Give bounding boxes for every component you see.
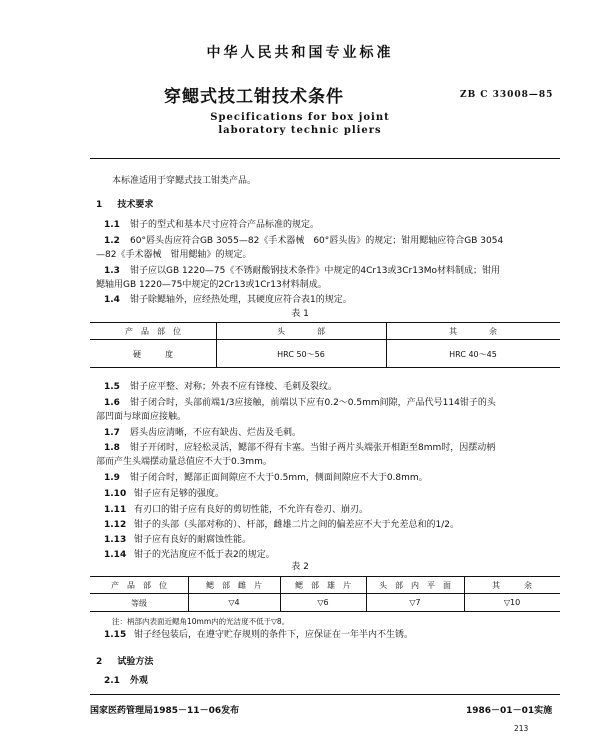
clause-1-6: 1.6 钳子闭合时，头部前端1/3应接触，前端以下应有0.2～0.5mm间隙，产品代号114钳子的头 xyxy=(104,398,496,408)
clause-1-8-cont: 部而产生头端摆动量总值应不大于0.3mm。 xyxy=(96,457,272,467)
clause-1-5: 1.5 钳子应平整、对称；外表不应有锋棱、毛刺及裂纹。 xyxy=(104,382,338,392)
table2-inner-grade: ▽7 xyxy=(409,598,421,607)
clause-1-1: 1.1 钳子的型式和基本尺寸应符合产品标准的规定。 xyxy=(104,220,320,230)
clause-1-13: 1.13 钳子应有良好的耐腐蚀性能。 xyxy=(104,535,252,545)
clause-1-14: 1.14 钳子的光洁度应不低于表2的规定。 xyxy=(104,550,275,560)
section2-number: 2 xyxy=(96,657,103,667)
clause-2-1: 2.1 外观 xyxy=(104,676,149,686)
clause-1-2: 1.2 60°唇头齿应符合GB 3055—82《手术器械 60°唇头齿》的规定；钳用鳃轴应符合GB 3054 xyxy=(104,236,504,246)
section2-title: 试验方法 xyxy=(117,657,154,667)
table2-header-inner: 头 部 内 平 面 xyxy=(379,581,451,590)
footer-rule xyxy=(90,694,560,695)
table1-header-head: 头 部 xyxy=(277,327,325,336)
scope-paragraph: 本标准适用于穿鳃式技工钳类产品。 xyxy=(112,176,257,186)
clause-1-6-cont: 部凹面与球面应接触。 xyxy=(96,412,187,422)
section1-title: 技术要求 xyxy=(117,200,154,210)
standard-code: ZB C 33008—85 xyxy=(460,90,554,100)
org-header: 中华人民共和国专业标准 xyxy=(206,45,394,61)
clause-1-3-cont: 鳃轴用GB 1220—75中规定的2Cr13或1Cr13材料制成。 xyxy=(96,280,327,290)
clause-1-12: 1.12 钳子的头部（头部对称的）、杆部，雌雄二片之间的偏差应不大于允差总和的1/2。 xyxy=(104,520,459,530)
clause-1-11: 1.11 有刃口的钳子应有良好的剪切性能，不允许有卷刃、崩刃。 xyxy=(104,505,369,515)
table2-header-male: 鳃 部 雄 片 xyxy=(295,581,351,590)
section2-heading xyxy=(96,655,153,669)
table1-caption: 表 1 xyxy=(291,309,309,319)
english-title-line2: laboratory technic pliers xyxy=(218,125,382,136)
table2-note: 注：柄部内表面近鳃角10mm内的光洁度不低于▽8。 xyxy=(112,617,290,626)
effective-date: 1986－01－01实施 xyxy=(466,706,553,716)
issuer-line: 国家医药管理局1985－11－06发布 xyxy=(90,706,240,716)
clause-1-7: 1.7 唇头齿应清晰，不应有缺齿、烂齿及毛刺。 xyxy=(104,428,302,438)
table1-header-part: 产 品 部 位 xyxy=(125,327,181,336)
english-title-line1: Specifications for box joint xyxy=(210,112,390,123)
section1-heading xyxy=(96,198,153,212)
clause-1-15: 1.15 钳子经包装后，在遵守贮存规则的条件下，应保证在一年半内不生锈。 xyxy=(104,630,414,640)
table1-head-value: HRC 50～56 xyxy=(277,350,325,359)
table2-header-rest: 其 余 xyxy=(492,581,532,590)
header-rule xyxy=(90,158,560,159)
table1-header-rest: 其 余 xyxy=(449,327,497,336)
table2-male-grade: ▽6 xyxy=(317,598,329,607)
clause-1-4: 1.4 钳子除鳃轴外，应经热处理，其硬度应符合表1的规定。 xyxy=(104,295,352,305)
table2-caption: 表 2 xyxy=(291,562,309,572)
page-number: 213 xyxy=(514,724,529,733)
table2-female-grade: ▽4 xyxy=(228,598,240,607)
section1-number: 1 xyxy=(96,200,103,210)
table2-header-female: 鳃 部 雌 片 xyxy=(206,581,262,590)
clause-1-8: 1.8 钳子开闭时，应轻松灵活，鳃部不得有卡塞。当钳子两片头端张开相距至8mm时，因摆动柄 xyxy=(104,443,496,453)
table1-row-label: 硬 度 xyxy=(133,350,173,359)
clause-1-9: 1.9 钳子闭合时，鳃部正面间隙应不大于0.5mm，侧面间隙应不大于0.8mm。 xyxy=(104,473,428,483)
table1-rest-value: HRC 40～45 xyxy=(449,350,497,359)
clause-1-3: 1.3 钳子应以GB 1220—75《不锈耐酸钢技术条件》中规定的4Cr13或3Cr13Mo材料制成；钳用 xyxy=(104,266,500,276)
table2-row-label: 等级 xyxy=(131,599,147,608)
table2-rest-grade: ▽10 xyxy=(503,598,521,607)
clause-1-2-cont: —82《手术器械 钳用鳃轴》的规定。 xyxy=(96,250,252,260)
document-title: 穿鳃式技工钳技术条件 xyxy=(164,87,344,107)
clause-1-10: 1.10 钳子应有足够的强度。 xyxy=(104,489,225,499)
table2-header-part: 产 品 部 位 xyxy=(111,581,167,590)
